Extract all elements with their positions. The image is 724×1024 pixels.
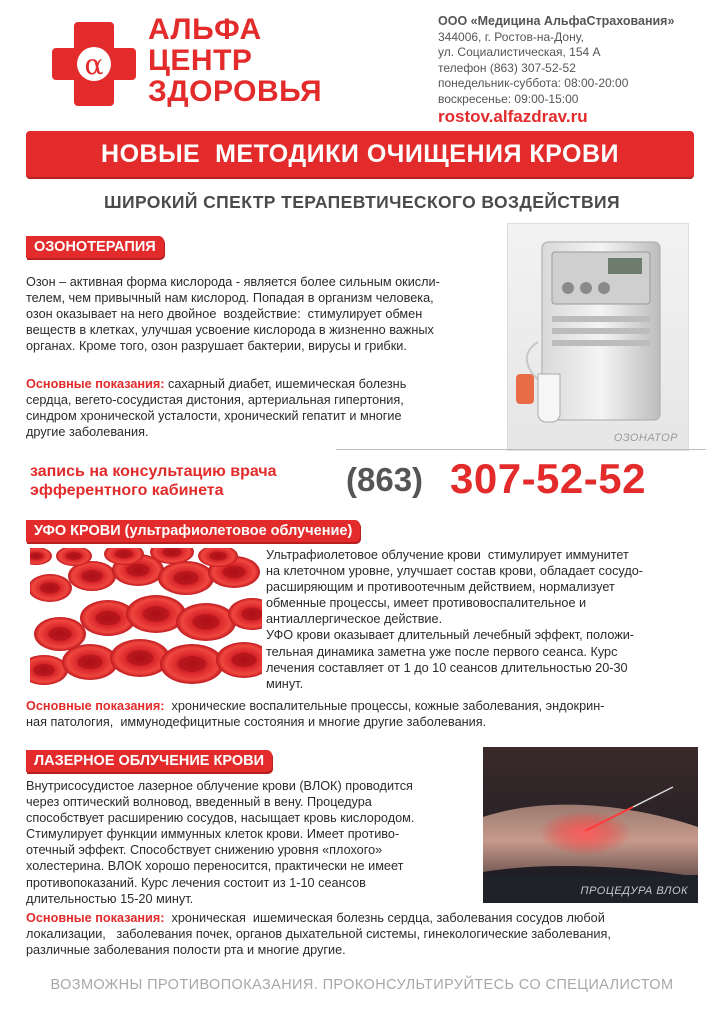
logo-cross-icon — [48, 18, 140, 110]
blood-cell-center — [209, 552, 227, 561]
blood-cell-center — [115, 550, 133, 559]
text-line: способствует расширению сосудов, насыщает кровь кислородом. — [26, 811, 415, 826]
text-line: телем, чем привычный нам кислород. Попадая в организм человека, — [26, 291, 434, 306]
text-line: лечения составляет от 1 до 10 сеансов длительностью 20-30 — [266, 660, 628, 675]
signup-line-1: запись на консультацию врача — [30, 463, 277, 480]
photo-caption-ozonator: ОЗОНАТОР — [613, 432, 678, 444]
text-line: длительностью 15-20 минут. — [26, 891, 194, 906]
text-line: веществ в клетках, улучшая усвоение кислорода в жизненно важных — [26, 323, 434, 338]
text-line: различные заболевания полости рта и многие другие. — [26, 943, 346, 958]
text-line: синдром хронической усталости, хронический гепатит и многие — [26, 409, 402, 424]
ozone-indications — [26, 376, 506, 440]
text-line: антиаллергическое действие. — [266, 612, 443, 627]
text-line: другие заболевания. — [26, 425, 149, 440]
website-link[interactable]: rostov.alfazdrav.ru — [438, 107, 588, 126]
blood-cell-center — [241, 608, 262, 621]
text-line: минут. — [266, 676, 304, 691]
logo-line-1: АЛЬФА — [148, 13, 262, 46]
blood-cells-image — [30, 548, 262, 686]
ozone-description — [26, 274, 506, 354]
divider — [336, 449, 706, 450]
blood-cell-center — [126, 564, 149, 577]
headline-title: НОВЫЕ МЕТОДИКИ ОЧИЩЕНИЯ КРОВИ — [101, 139, 619, 168]
laser-description — [26, 778, 476, 907]
blood-cell-center — [48, 627, 71, 641]
text-line: Стимулирует функции иммунных клеток крови. Имеет противо- — [26, 827, 400, 842]
headline-banner — [26, 131, 694, 177]
blood-cell-center — [143, 606, 170, 621]
text-line: локализации, заболевания почек, органов дыхательной системы, гинекологические заболевания, — [26, 927, 611, 942]
text-line: расширяющим и противоотечным действием, нормализует — [266, 580, 615, 595]
text-line: тельная динамика заметна уже после первого сеанса. Курс — [266, 644, 618, 659]
laser-indications — [26, 910, 716, 958]
company-name: ООО «Медицина АльфаСтрахования» — [438, 14, 675, 28]
blood-cell-center — [193, 614, 220, 629]
blood-cell-center — [222, 566, 245, 579]
text-line: органах. Кроме того, озон разрушает бактерии, вирусы и грибки. — [26, 339, 407, 354]
text-line: Озон – активная форма кислорода - является более сильным окисли- — [26, 275, 440, 289]
vlok-illustration — [483, 747, 698, 903]
indications-label: Основные показания: — [26, 377, 165, 391]
blood-cell-center — [77, 655, 102, 669]
text-line: сердца, вегето-сосудистая дистония, артериальная гипертония, — [26, 393, 404, 408]
text-line: сахарный диабет, ишемическая болезнь — [164, 377, 407, 391]
phone-area-code: (863) — [346, 461, 424, 498]
text-line: на клеточном уровне, улучшает состав крови, обладает сосудо- — [266, 564, 644, 579]
indications-label: Основные показания: — [26, 911, 165, 925]
uv-indications — [26, 698, 716, 730]
blood-cell-center — [33, 664, 55, 676]
hours-sunday: воскресенье: 09:00-15:00 — [438, 91, 579, 106]
text-line: хроническая ишемическая болезнь сердца, заболевания сосудов любой — [164, 911, 605, 925]
text-line: Ультрафиолетовое облучение крови стимулирует иммунитет — [266, 548, 629, 562]
address-line-2: ул. Социалистическая, 154 А — [438, 45, 601, 59]
logo-alpha-symbol: α — [84, 48, 104, 81]
blood-cell-center — [66, 552, 82, 560]
blood-cell-center — [81, 570, 103, 582]
contacts-block — [438, 14, 708, 125]
blood-cell-center — [178, 656, 207, 672]
text-line: ная патология, иммунодефицитные состояния и многие другие заболевания. — [26, 715, 487, 730]
text-line: УФО крови оказывает длительный лечебный эффект, положи- — [266, 628, 635, 643]
blood-cell-center — [173, 571, 198, 585]
blood-cell-center — [127, 650, 154, 665]
text-line: Внутрисосудистое лазерное облучение крови (ВЛОК) проводится — [26, 779, 413, 793]
text-line: хронические воспалительные процессы, кожные заболевания, эндокрин- — [164, 699, 605, 713]
text-line: обменные процессы, имеет противовоспалительное и — [266, 596, 587, 611]
phone-number[interactable]: 307-52-52 — [450, 455, 646, 502]
text-line: озон оказывает на него двойное воздействие: стимулирует обмен — [26, 307, 423, 322]
indications-label: Основные показания: — [26, 699, 165, 713]
logo-line-2: ЦЕНТР — [148, 44, 253, 77]
blood-cells-illustration — [30, 548, 262, 686]
photo-caption-vlok: ПРОЦЕДУРА ВЛОК — [580, 885, 688, 897]
text-line: отечный эффект. Способствует снижению уровня «плохого» — [26, 843, 383, 858]
disclaimer-footer: ВОЗМОЖНЫ ПРОТИВОПОКАЗАНИЯ. ПРОКОНСУЛЬТИРУЙТЕСЬ СО СПЕЦИАЛИСТОМ — [50, 977, 674, 993]
blood-cell-center — [40, 582, 60, 593]
ozonator-illustration — [508, 224, 688, 450]
contact-phone: телефон (863) 307-52-52 — [438, 60, 576, 75]
signup-text — [30, 462, 277, 500]
logo-wordmark — [148, 14, 322, 107]
ozonator-photo — [507, 223, 689, 451]
vlok-photo — [483, 747, 698, 903]
blood-cell-center — [231, 653, 256, 667]
signup-line-2: эфферентного кабинета — [30, 482, 224, 499]
hours-weekdays: понедельник-суббота: 08:00-20:00 — [438, 76, 629, 90]
text-line: через оптический волновод, введенный в вену. Процедура — [26, 795, 372, 810]
text-line: противопоказаний. Курс лечения состоит из 1-10 сеансов — [26, 875, 366, 890]
address-line-1: 344006, г. Ростов-на-Дону, — [438, 29, 584, 44]
section-tag-uv: УФО КРОВИ (ультрафиолетовое облучение) — [26, 520, 360, 542]
logo-line-3: ЗДОРОВЬЯ — [148, 75, 323, 108]
blood-cell-center — [95, 611, 120, 625]
section-tag-laser: ЛАЗЕРНОЕ ОБЛУЧЕНИЕ КРОВИ — [26, 750, 272, 772]
uv-description — [266, 547, 706, 692]
section-tag-ozone: ОЗОНОТЕРАПИЯ — [26, 236, 164, 258]
text-line: холестерина. ВЛОК хорошо переносится, практически не имеет — [26, 859, 404, 874]
page-subtitle: ШИРОКИЙ СПЕКТР ТЕРАПЕВТИЧЕСКОГО ВОЗДЕЙСТВИЯ — [104, 192, 620, 212]
